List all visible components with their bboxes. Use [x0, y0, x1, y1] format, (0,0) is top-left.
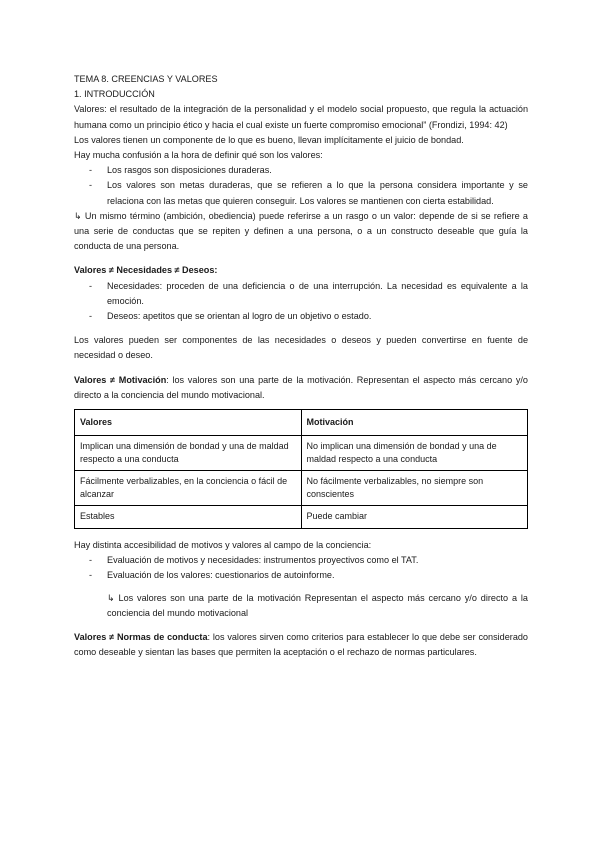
table-cell: No implican una dimensión de bondad y una de maldad respecto a una conducta [301, 436, 528, 471]
motivation-heading: Valores ≠ Motivación [74, 374, 167, 385]
term-paragraph: ↳ Un mismo término (ambición, obediencia) puede referirse a un rasgo o un valor: depende de si se refiere a una serie de conductas que se repiten y definen a una persona, o a un constructo deseable que guía la conducta de una persona. [74, 210, 528, 252]
dash-bullet: - [89, 280, 93, 291]
table-header-valores: Valores [75, 410, 302, 436]
access-paragraph: Hay distinta accesibilidad de motivos y valores al campo de la conciencia: [74, 540, 372, 551]
table-row [75, 436, 528, 471]
section-heading: 1. INTRODUCCIÓN [74, 89, 155, 100]
intro-paragraph: Valores: el resultado de la integración de la personalidad y el modelo social propuesto, que regula la actuación humana como un principio ético y hacia el cual existe un fuerte compromiso emocional” (Frondizi, 1994: 42) [74, 104, 528, 130]
list-item: - Necesidades: proceden de una deficiencia o de una interrupción. La necesidad es equivalente a la emoción. [89, 280, 528, 306]
motivation-paragraph: Valores ≠ Motivación: los valores son una parte de la motivación. Representan el aspecto más cercano y/o directo a la conciencia del mundo motivacional. [74, 374, 528, 400]
comparison-table [74, 409, 528, 529]
table-cell: Puede cambiar [301, 506, 528, 529]
table-row [75, 506, 528, 529]
dash-bullet: - [89, 555, 93, 566]
needs-paragraph: Los valores pueden ser componentes de las necesidades o deseos y pueden convertirse en fuente de necesidad o deseo. [74, 335, 528, 361]
needs-list [74, 279, 528, 325]
confusion-paragraph: Hay mucha confusión a la hora de definir qué son los valores: [74, 150, 323, 161]
table-header-motivacion: Motivación [301, 410, 528, 436]
dash-bullet: - [89, 180, 93, 191]
list-item: - Evaluación de los valores: cuestionarios de autoinforme. [74, 568, 528, 583]
dash-bullet: - [89, 311, 93, 322]
confusion-list [74, 163, 528, 209]
document-page [74, 72, 528, 660]
dash-bullet: - [89, 165, 93, 176]
access-list [74, 553, 528, 583]
table-cell: Implican una dimensión de bondad y una de maldad respecto a una conducta [75, 436, 302, 471]
needs-heading: Valores ≠ Necesidades ≠ Deseos: [74, 265, 218, 276]
doc-title: TEMA 8. CREENCIAS Y VALORES [74, 74, 218, 84]
component-paragraph: Los valores tienen un componente de lo que es bueno, llevan implícitamente el juicio de bondad. [74, 134, 464, 145]
table-cell: No fácilmente verbalizables, no siempre son conscientes [301, 471, 528, 506]
norms-paragraph: Valores ≠ Normas de conducta: los valores sirven como criterios para establecer lo que debe ser considerado como deseable y sientan las bases que permiten la aceptación o el rechazo de normas particulares. [74, 632, 528, 658]
list-item: - Los valores son metas duraderas, que se refieren a lo que la persona considera importante y se relaciona con las metas que quieren conseguir. Los valores se mantienen con cierta estabilidad. [89, 180, 528, 206]
list-item: - Deseos: apetitos que se orientan al logro de un objetivo o estado. [74, 309, 528, 324]
access-arrow-paragraph: ↳ Los valores son una parte de la motivación Representan el aspecto más cercano y/o directo a la conciencia del mundo motivacional [107, 592, 528, 618]
norms-heading: Valores ≠ Normas de conducta [74, 632, 208, 643]
table-cell: Estables [75, 506, 302, 529]
table-cell: Fácilmente verbalizables, en la conciencia o fácil de alcanzar [75, 471, 302, 506]
list-item: - Los rasgos son disposiciones duraderas. [74, 163, 528, 178]
list-item: - Evaluación de motivos y necesidades: instrumentos proyectivos como el TAT. [74, 553, 528, 568]
table-row [75, 471, 528, 506]
dash-bullet: - [89, 570, 93, 581]
